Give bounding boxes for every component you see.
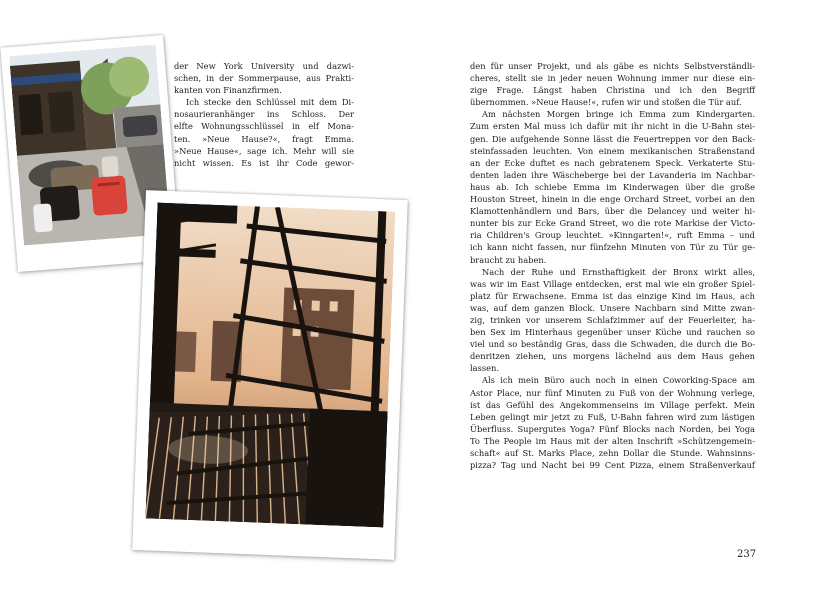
text-line: haus ab. Ich schiebe Emma im Kinderwagen über die große bbox=[470, 181, 755, 192]
text-line: schaft« auf St. Marks Place, zehn Dollar die Stunde. Wahnsinns- bbox=[470, 448, 755, 458]
page-number: 237 bbox=[737, 549, 757, 560]
text-line: was, auf dem ganzen Block. Unsere Nachbarn sind Mitte zwan- bbox=[470, 302, 755, 313]
text-line: elfte Wohnungsschlüssel in elf Mona- bbox=[174, 121, 354, 132]
text-line: cheres, stellt sie in jeder neuen Wohnung immer nur diese ein- bbox=[470, 73, 755, 84]
text-line: übernommen. »Neue Hause!«, rufen wir und stoßen die Tür auf. bbox=[470, 97, 742, 108]
paragraph bbox=[470, 266, 755, 375]
polaroid-photo-fire-escape bbox=[132, 190, 408, 560]
text-line: zig, trinken vor unserem Schlafzimmer auf der Feuerleiter, ha- bbox=[470, 314, 755, 325]
text-line: ria Children's Group leuchtet. »Kinngarten!«, ruft Emma – und bbox=[470, 230, 755, 241]
text-line: was wir im East Village entdecken, erst mal wie ein großer Spiel- bbox=[470, 278, 755, 289]
text-line: der New York University und dazwi- bbox=[174, 61, 354, 71]
text-line: lassen. bbox=[470, 363, 500, 374]
text-line: Leben gelingt mir jetzt zu Fuß, U-Bahn fahren wird zum lästigen bbox=[470, 411, 755, 422]
text-line: Nach der Ruhe und Ernsthaftigkeit der Bronx wirkt alles, bbox=[482, 266, 755, 277]
left-text-column bbox=[174, 60, 354, 169]
text-line: nunter bis zur Ecke Grand Street, wo die rote Markise der Victo- bbox=[470, 218, 755, 229]
text-line: nosaurieranhänger ins Schloss. Der bbox=[174, 109, 354, 120]
text-line: ich kann nicht fassen, nur fünfzehn Minuten von Tür zu Tür ge- bbox=[470, 242, 755, 253]
paragraph bbox=[470, 60, 755, 108]
text-line: ben Sex im Hinterhaus gegenüber unser Küche und rauchen so bbox=[470, 327, 755, 338]
text-line: Houston Street, hinein in die enge Orchard Street, vorbei an den bbox=[470, 194, 755, 205]
paragraph bbox=[470, 108, 755, 265]
text-line: kanten von Finanzfirmen. bbox=[174, 85, 282, 96]
text-line: schen, in der Sommerpause, aus Prakti- bbox=[174, 73, 354, 84]
fire-escape-photo bbox=[145, 203, 395, 528]
text-line: »Neue Hause«, sage ich. Mehr will sie bbox=[174, 145, 354, 156]
text-line: gen. Die aufgehende Sonne lässt die Feuertreppen vor den Back- bbox=[470, 133, 755, 144]
text-line: denritzen ziehen, uns morgens lächelnd aus dem Haus gehen bbox=[470, 351, 755, 362]
paragraph bbox=[174, 60, 354, 96]
text-line: nicht wissen. Es ist ihr Code gewor- bbox=[174, 157, 354, 168]
text-line: ten. »Neue Hause?«, fragt Emma. bbox=[174, 133, 354, 144]
text-line: ist das Gefühl des Angekommenseins im Village perfekt. Mein bbox=[470, 399, 755, 410]
text-line: Überfluss. Supergutes Yoga? Fünf Blocks nach Norden, bei Yoga bbox=[470, 423, 755, 434]
text-line: platz für Erwachsene. Emma ist das einzige Kind im Haus, ach bbox=[470, 290, 755, 301]
text-line: Ich stecke den Schlüssel mit dem Di- bbox=[186, 97, 354, 108]
text-line: pizza? Tag und Nacht bei 99 Cent Pizza, einem Straßenverkauf bbox=[470, 460, 755, 471]
text-line: zige Frage. Längst haben Christina und ich den Begriff bbox=[470, 85, 755, 96]
fire-escape-image bbox=[145, 203, 395, 528]
right-text-column bbox=[470, 60, 755, 471]
paragraph bbox=[174, 96, 354, 169]
text-line: denten laden ihre Wäscheberge bei der Lavanderia im Nachbar- bbox=[470, 169, 755, 180]
text-line: viel und so beständig Gras, dass die Schwaden, die durch die Bo- bbox=[470, 339, 755, 350]
text-line: Als ich mein Büro auch noch in einen Coworking-Space am bbox=[482, 375, 755, 386]
text-line: steinfassaden leuchten. Von einem mexikanischen Straßenstand bbox=[470, 145, 755, 156]
text-line: Zum ersten Mal muss ich dafür mit ihr nicht in die U-Bahn stei- bbox=[470, 121, 755, 132]
text-line: den für unser Projekt, und als gäbe es nichts Selbstverständli- bbox=[470, 61, 755, 71]
text-line: Klamottenhändlern und Bars, über die Delancey und weiter hi- bbox=[470, 206, 755, 217]
paragraph bbox=[470, 374, 755, 471]
text-line: an der Ecke duftet es nach gebratenem Speck. Verkaterte Stu- bbox=[470, 157, 755, 168]
text-line: braucht zu haben. bbox=[470, 254, 547, 265]
text-line: Astor Place, nur fünf Minuten zu Fuß von der Wohnung verlege, bbox=[470, 387, 755, 398]
text-line: To The People im Haus mit der alten Inschrift »Schützengemein- bbox=[470, 435, 755, 446]
text-line: Am nächsten Morgen bringe ich Emma zum Kindergarten. bbox=[482, 109, 755, 120]
